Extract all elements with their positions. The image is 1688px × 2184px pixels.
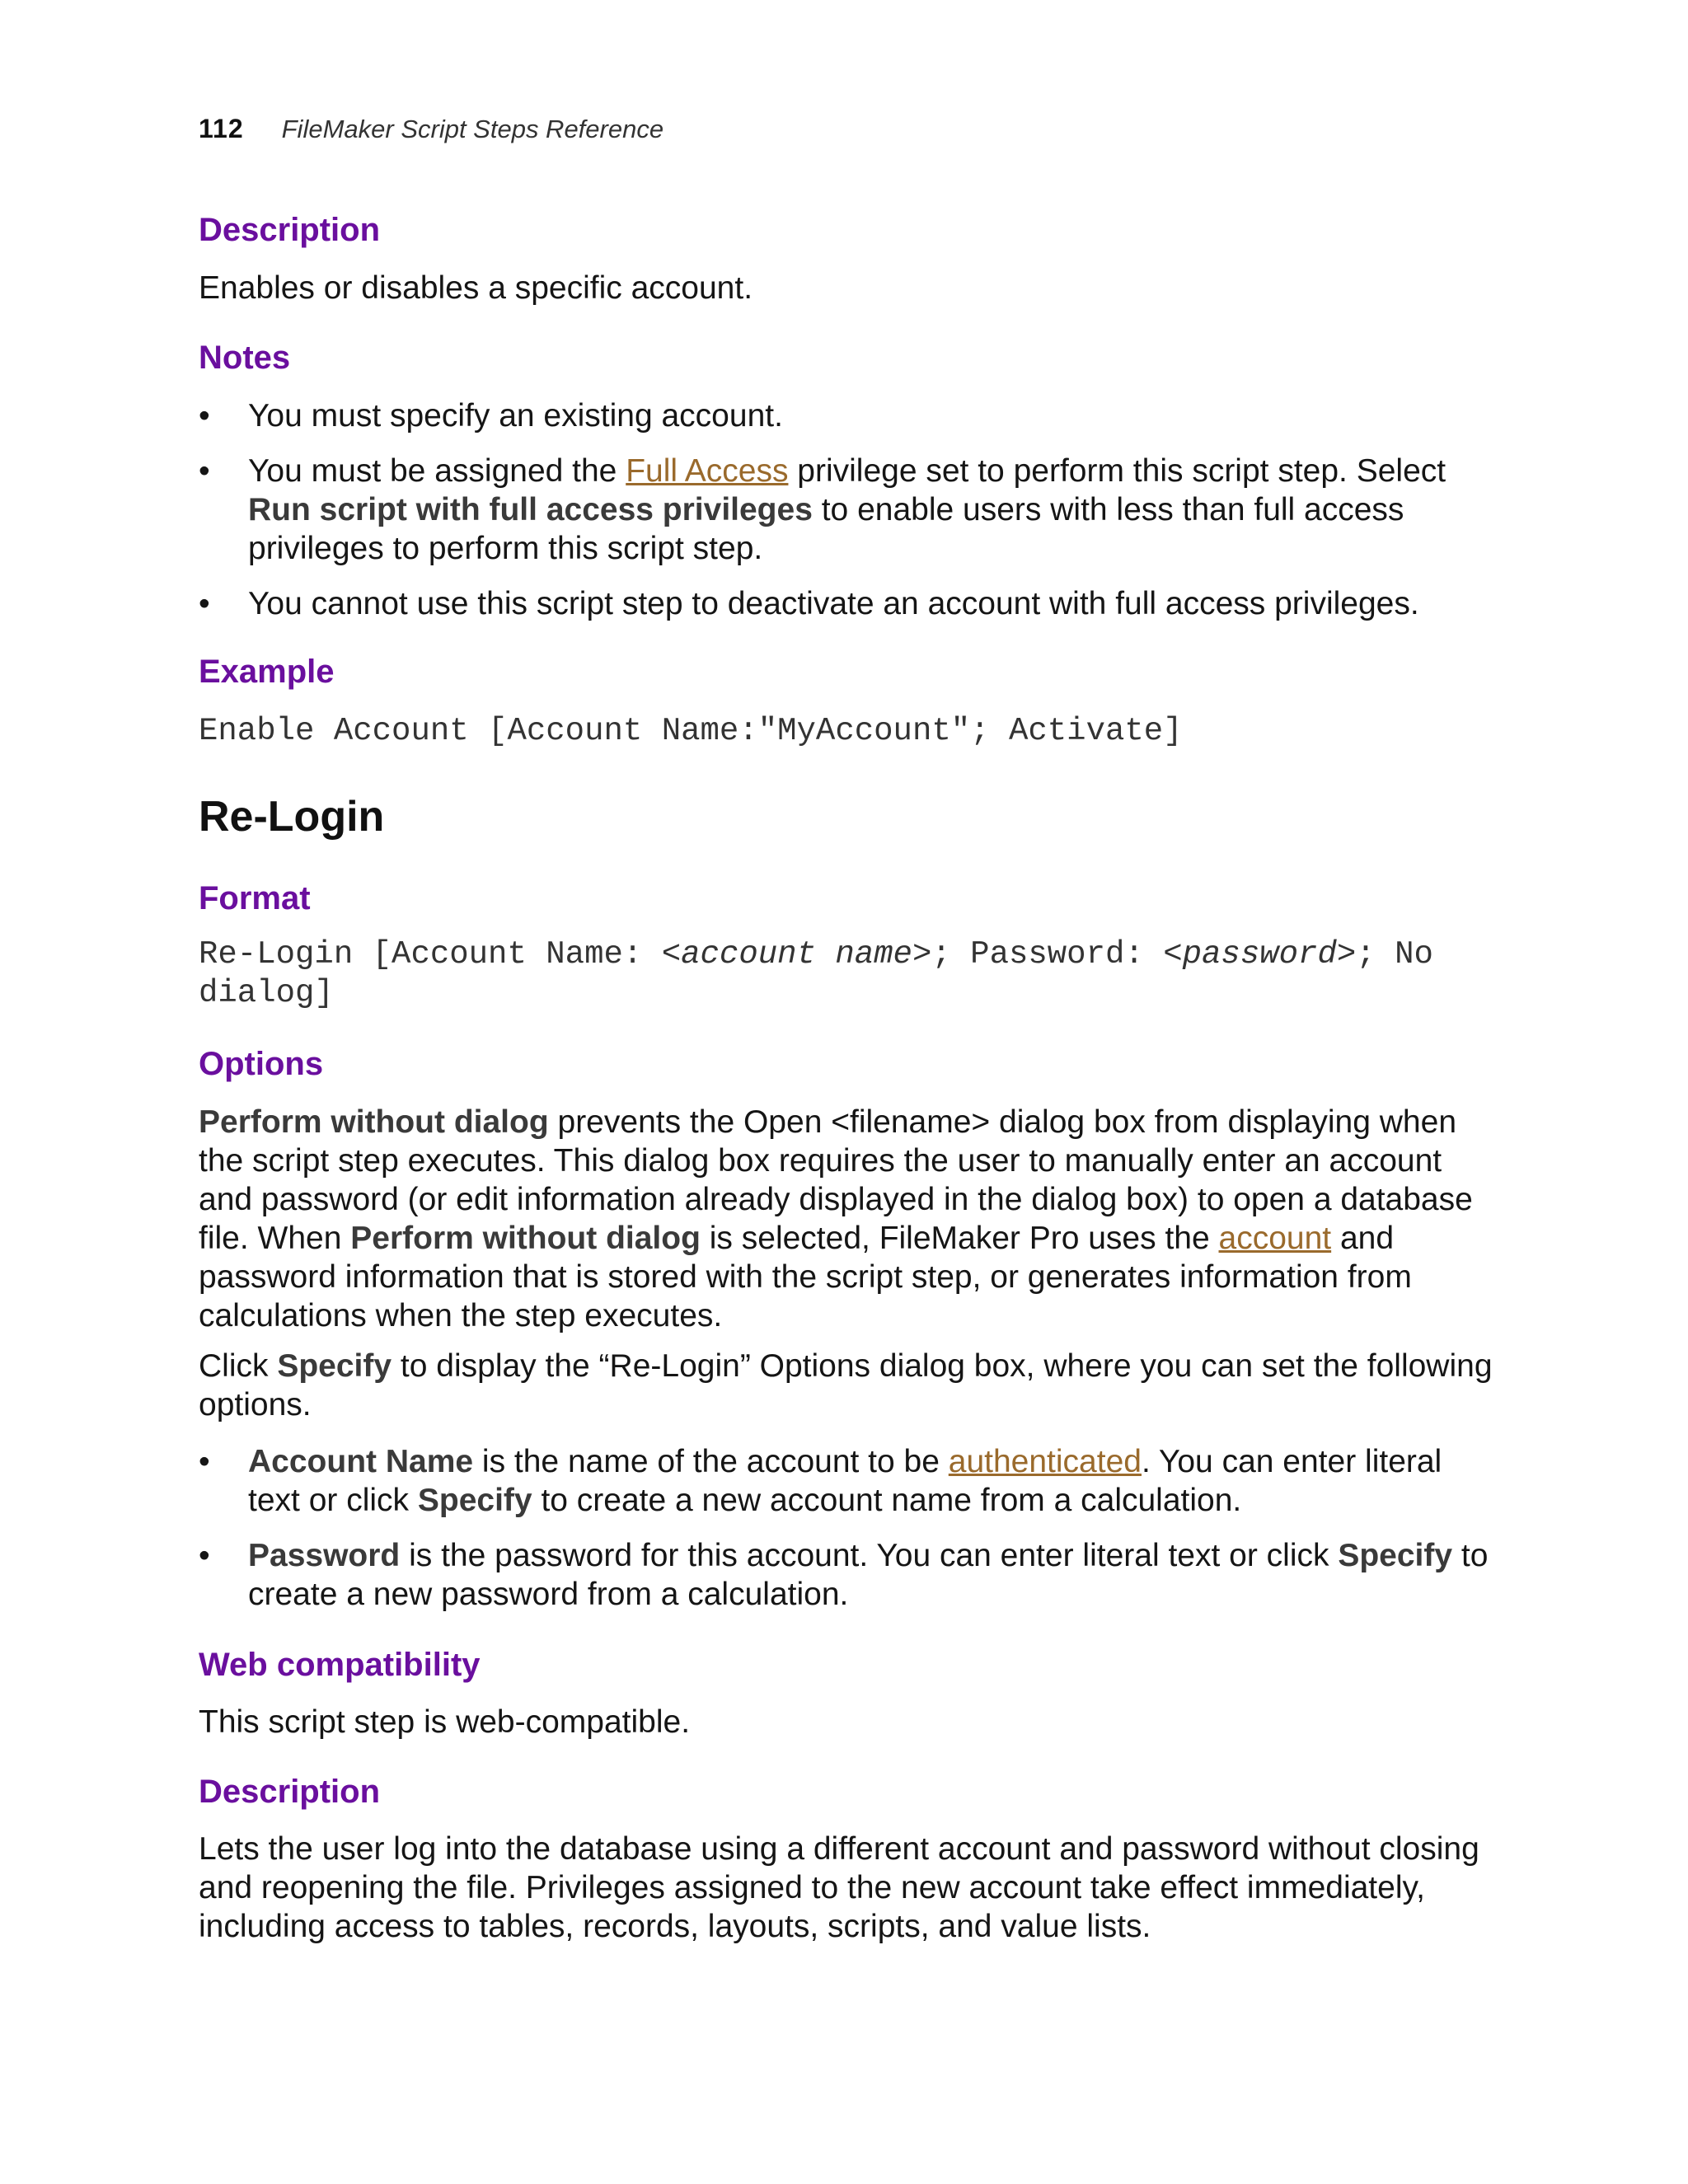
doc-title: FileMaker Script Steps Reference <box>281 115 664 143</box>
page-number: 112 <box>199 114 244 143</box>
note-bold-option: Run script with full access privileges <box>248 492 813 527</box>
note-item <box>199 396 1493 435</box>
example-code-block <box>199 712 1493 751</box>
option-name-bold: Password <box>248 1538 401 1573</box>
option-text-run: . You can enter literal text or click <box>248 1444 1442 1518</box>
bullet-icon: • <box>199 586 210 621</box>
options-text-run: Click <box>199 1348 278 1384</box>
notes-heading-block <box>199 338 1493 377</box>
relogin-title: Re-Login <box>199 793 385 841</box>
options-text <box>199 1347 1493 1424</box>
options-heading-block <box>199 1044 1493 1084</box>
option-text-run: to create a new account name from a calculation. <box>532 1483 1242 1518</box>
authenticated-link[interactable]: authenticated <box>948 1444 1142 1479</box>
note-text: You cannot use this script step to deactivate an account with full access privileges. <box>248 586 1419 621</box>
format-heading: Format <box>199 880 311 916</box>
option-text-run: is the name of the account to be <box>473 1444 949 1479</box>
format-code-part: ; No dialog] <box>199 936 1453 1011</box>
web-compatibility-text: This script step is web-compatible. <box>199 1704 691 1740</box>
web-compatibility-text-block <box>199 1703 1493 1741</box>
description-text: Enables or disables a specific account. <box>199 270 753 306</box>
web-compatibility-heading-block <box>199 1645 1493 1685</box>
bullet-icon: • <box>199 1444 210 1479</box>
option-item-account-name <box>199 1442 1493 1520</box>
specify-bold: Specify <box>277 1348 392 1384</box>
bullet-icon: • <box>199 453 210 489</box>
note-item <box>199 584 1493 623</box>
option-items-list <box>199 1442 1493 1614</box>
notes-heading: Notes <box>199 340 291 376</box>
description-heading: Description <box>199 1774 381 1810</box>
option-name-bold: Account Name <box>248 1444 474 1479</box>
format-code-block <box>199 935 1484 1013</box>
web-compatibility-heading: Web compatibility <box>199 1647 481 1683</box>
note-text-mid: privilege set to perform this script step. Select <box>788 453 1447 489</box>
example-heading-block <box>199 652 1493 691</box>
enable-account-description-heading <box>199 210 1493 250</box>
running-header <box>199 114 663 144</box>
note-item <box>199 452 1493 568</box>
options-text-run: prevents the Open <filename> dialog box from displaying when the script step executes. This dialog box requires the user to manually enter an account and password (or edit information already displayed in the dialog box) to open a database file. When <box>199 1104 1473 1256</box>
relogin-description-heading-block <box>199 1772 1493 1811</box>
option-text-run: is the password for this account. You can enter literal text or click <box>400 1538 1339 1573</box>
note-text-pre: You must be assigned the <box>248 453 626 489</box>
option-text-run: to create a new password from a calculation. <box>248 1538 1489 1612</box>
description-text: Lets the user log into the database using a different account and password without closing and reopening the file. Privileges assigned to the new account take effect immediately, including access to tables, records, layouts, scripts, and value lists. <box>199 1831 1479 1944</box>
format-heading-block <box>199 879 1493 918</box>
format-code-placeholder: <account name> <box>661 936 932 972</box>
options-text <box>199 1103 1493 1335</box>
options-heading: Options <box>199 1046 324 1082</box>
options-paragraph-1 <box>199 1103 1493 1335</box>
notes-list-block <box>199 396 1493 623</box>
enable-account-description-text-block <box>199 269 1493 307</box>
relogin-description-text-block <box>199 1830 1493 1946</box>
account-link[interactable]: account <box>1218 1221 1332 1256</box>
option-item-password <box>199 1536 1493 1614</box>
option-name-bold: Perform without dialog <box>199 1104 549 1140</box>
option-name-bold: Perform without dialog <box>350 1221 701 1256</box>
notes-list <box>199 396 1493 623</box>
options-text-run: to display the “Re-Login” Options dialog box, where you can set the following options. <box>199 1348 1493 1422</box>
specify-bold: Specify <box>417 1483 532 1518</box>
relogin-title-block <box>199 791 1493 842</box>
specify-bold: Specify <box>1338 1538 1453 1573</box>
example-code: Enable Account [Account Name:"MyAccount"; Activate] <box>199 713 1183 749</box>
format-code <box>199 935 1484 1013</box>
full-access-link[interactable]: Full Access <box>626 453 789 489</box>
section-heading: Description <box>199 212 381 248</box>
format-code-part: Re-Login [Account Name: <box>199 936 662 972</box>
format-code-part: ; Password: <box>931 936 1164 972</box>
option-items-block <box>199 1442 1493 1614</box>
bullet-icon: • <box>199 398 210 434</box>
bullet-icon: • <box>199 1538 210 1573</box>
options-paragraph-2 <box>199 1347 1493 1424</box>
example-heading: Example <box>199 654 335 690</box>
options-text-run: and password information that is stored with the script step, or generates information from calculations when the step executes. <box>199 1221 1412 1333</box>
format-code-placeholder: <password> <box>1163 936 1357 972</box>
options-text-run: is selected, FileMaker Pro uses the <box>700 1221 1219 1256</box>
note-text-post: to enable users with less than full access privileges to perform this script step. <box>248 492 1404 566</box>
note-text: You must specify an existing account. <box>248 398 783 434</box>
